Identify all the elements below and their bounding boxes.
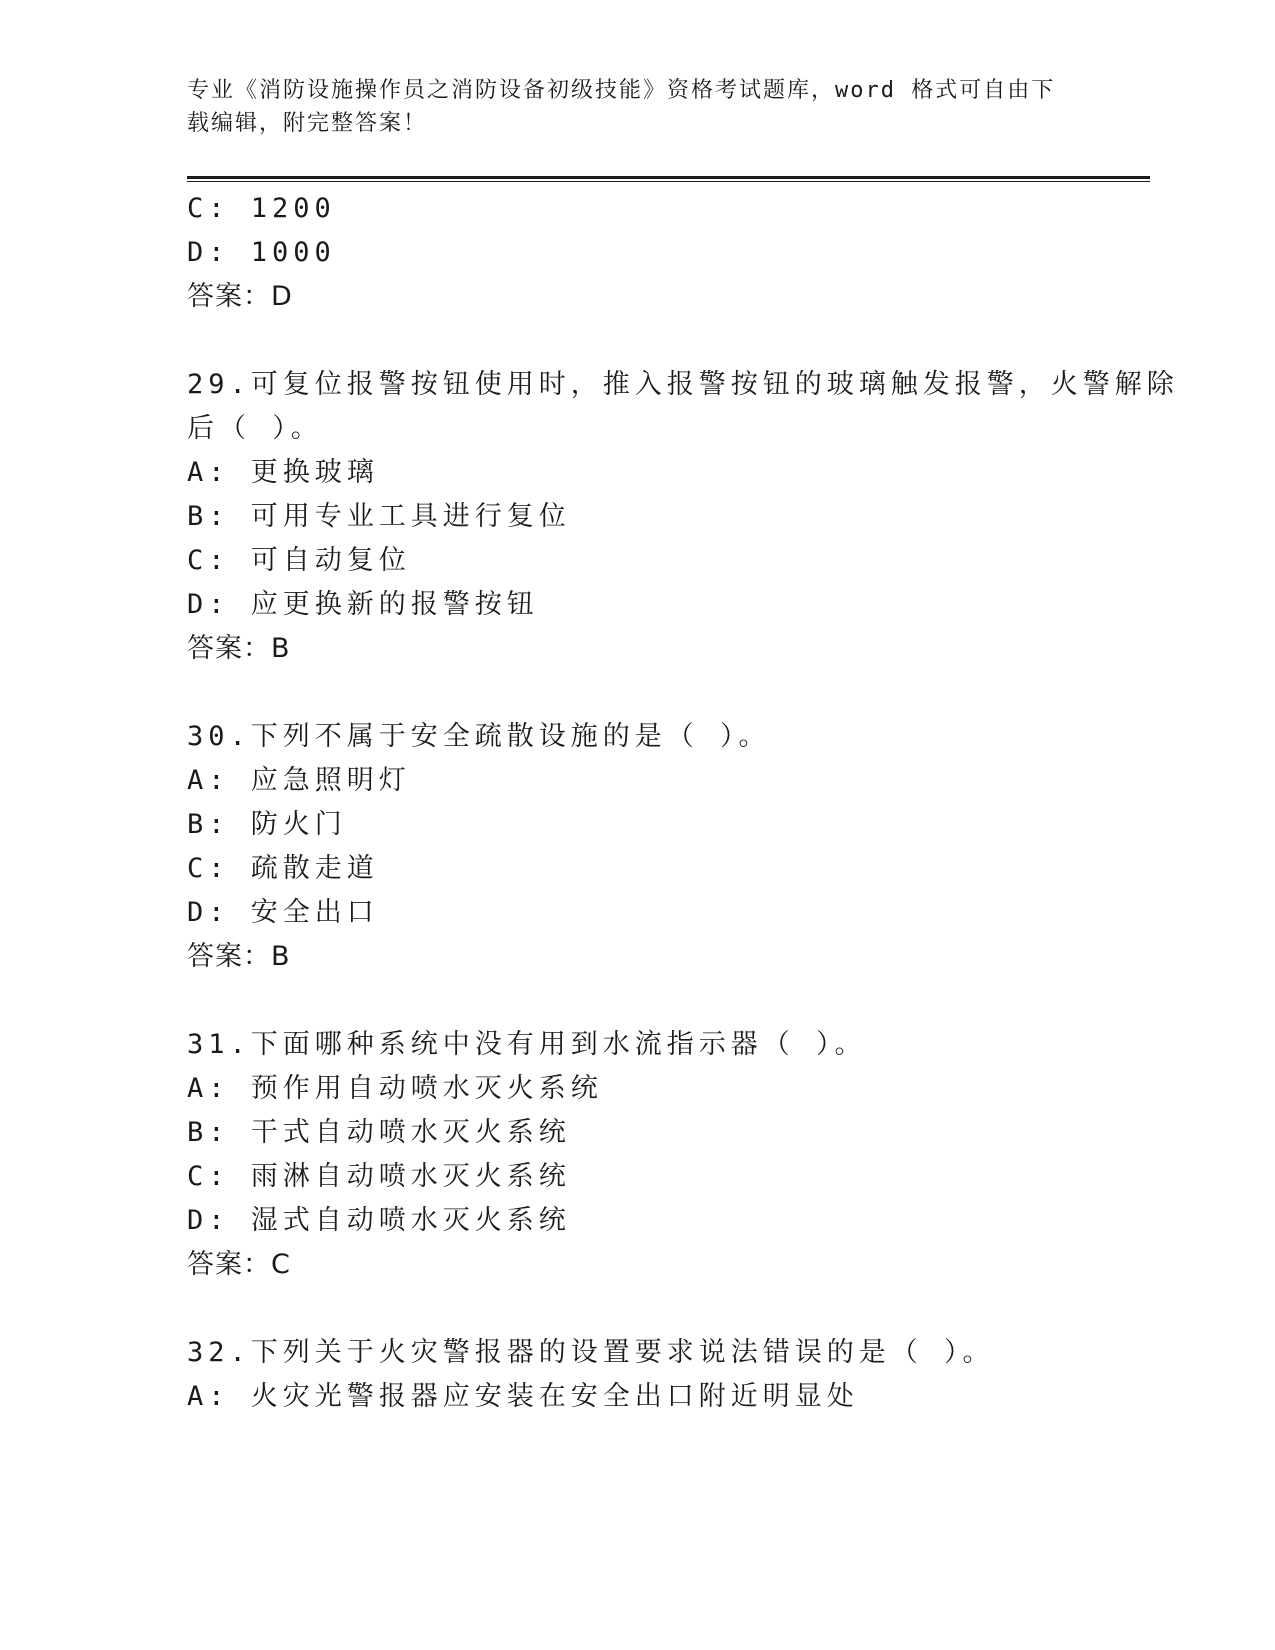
question-30-answer: 答案：B bbox=[187, 941, 291, 972]
question-30-option-d: D: 安全出口 bbox=[187, 897, 379, 928]
prev-option-d: D: 1000 bbox=[187, 237, 336, 268]
question-29-option-d: D: 应更换新的报警按钮 bbox=[187, 589, 539, 620]
question-29-option-b: B: 可用专业工具进行复位 bbox=[187, 501, 571, 532]
document-header bbox=[187, 74, 1067, 140]
question-30-option-c: C: 疏散走道 bbox=[187, 853, 379, 884]
question-31-option-c: C: 雨淋自动喷水灭火系统 bbox=[187, 1161, 571, 1192]
question-29-stem-line-2: 后（ ）。 bbox=[187, 413, 323, 444]
question-29-stem-line-1: 29.可复位报警按钮使用时，推入报警按钮的玻璃触发报警，火警解除 bbox=[187, 369, 1179, 400]
question-29-answer: 答案：B bbox=[187, 633, 291, 664]
question-30-stem: 30.下列不属于安全疏散设施的是（ ）。 bbox=[187, 721, 771, 752]
question-31-option-b: B: 干式自动喷水灭火系统 bbox=[187, 1117, 571, 1148]
question-29-option-a: A: 更换玻璃 bbox=[187, 457, 379, 488]
question-31-stem: 31.下面哪种系统中没有用到水流指示器（ ）。 bbox=[187, 1029, 867, 1060]
question-32-option-a: A: 火灾光警报器应安装在安全出口附近明显处 bbox=[187, 1381, 859, 1412]
header-divider-thick bbox=[187, 176, 1150, 179]
question-31-answer: 答案：C bbox=[187, 1249, 291, 1280]
question-32-stem: 32.下列关于火灾警报器的设置要求说法错误的是（ ）。 bbox=[187, 1337, 995, 1368]
question-29-option-c: C: 可自动复位 bbox=[187, 545, 411, 576]
question-30-option-b: B: 防火门 bbox=[187, 809, 347, 840]
question-31-option-a: A: 预作用自动喷水灭火系统 bbox=[187, 1073, 603, 1104]
prev-option-c: C: 1200 bbox=[187, 193, 336, 224]
question-30-option-a: A: 应急照明灯 bbox=[187, 765, 411, 796]
header-line-1: 专业《消防设施操作员之消防设备初级技能》资格考试题库，word 格式可自由下 bbox=[187, 78, 1056, 103]
prev-answer: 答案：D bbox=[187, 281, 293, 312]
header-divider-thin bbox=[187, 181, 1150, 182]
header-line-2: 载编辑，附完整答案！ bbox=[187, 111, 428, 136]
question-31-option-d: D: 湿式自动喷水灭火系统 bbox=[187, 1205, 571, 1236]
